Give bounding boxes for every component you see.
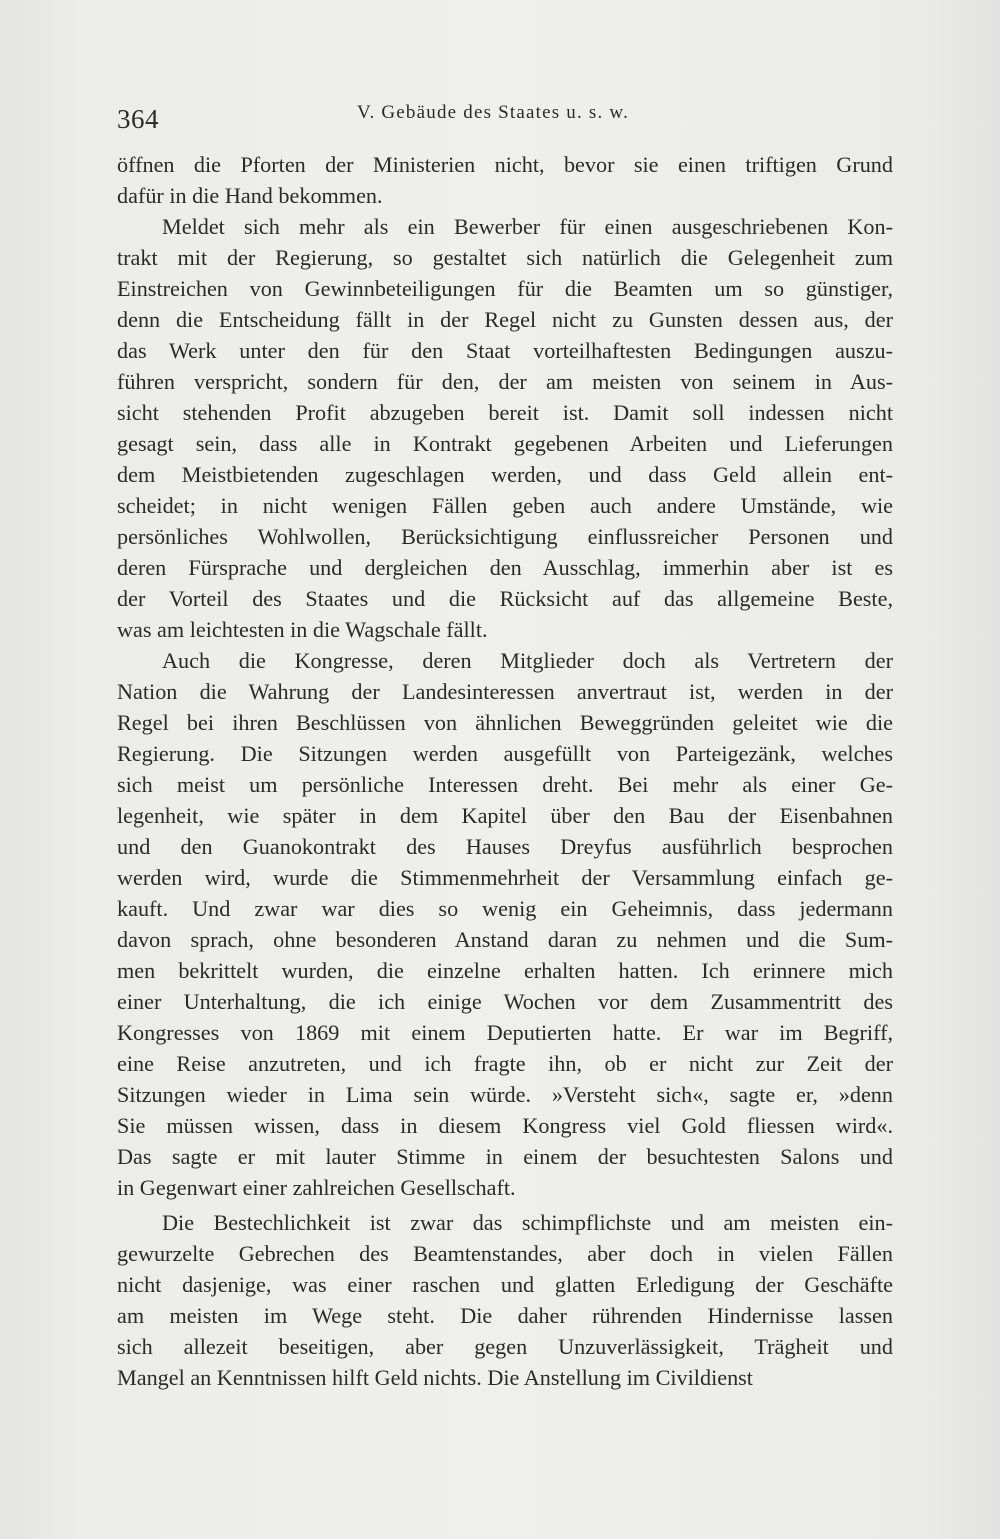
text-line: was am leichtesten in die Wagschale fällt. [117, 617, 488, 642]
text-line: in Gegenwart einer zahlreichen Gesellschaft. [117, 1175, 516, 1200]
text-line: gewurzelte Gebrechen des Beamtenstandes, aber doch in vielen Fällen [117, 1241, 893, 1266]
text-line: legenheit, wie später in dem Kapitel über den Bau der Eisenbahnen [117, 803, 893, 828]
text-line: men bekrittelt wurden, die einzelne erhalten hatten. Ich erinnere mich [117, 958, 893, 983]
paragraph [117, 645, 893, 1203]
text-line: und den Guanokontrakt des Hauses Dreyfus ausführlich besprochen [117, 834, 893, 859]
body-text [117, 149, 893, 1393]
text-line: sich allezeit beseitigen, aber gegen Unzuverlässigkeit, Trägheit und [117, 1334, 893, 1359]
running-head: V. Gebäude des Staates u. s. w. [357, 102, 630, 123]
text-line: Sitzungen wieder in Lima sein würde. »Versteht sich«, sagte er, »denn [117, 1082, 893, 1107]
paragraph [117, 211, 893, 645]
text-line: Nation die Wahrung der Landesinteressen anvertraut ist, werden in der [117, 679, 893, 704]
text-line: am meisten im Wege steht. Die daher rührenden Hindernisse lassen [117, 1303, 893, 1328]
text-line: davon sprach, ohne besonderen Anstand daran zu nehmen und die Sum- [117, 927, 893, 952]
text-line: gesagt sein, dass alle in Kontrakt gegebenen Arbeiten und Lieferungen [117, 431, 893, 456]
page-number: 364 [117, 104, 159, 134]
text-line: das Werk unter den für den Staat vorteilhaftesten Bedingungen auszu- [117, 338, 893, 363]
text-line: Sie müssen wissen, dass in diesem Kongress viel Gold fliessen wird«. [117, 1113, 893, 1138]
text-line: scheidet; in nicht wenigen Fällen geben auch andere Umstände, wie [117, 493, 893, 518]
text-line: Meldet sich mehr als ein Bewerber für einen ausgeschriebenen Kon- [162, 214, 893, 239]
text-line: einer Unterhaltung, die ich einige Wochen vor dem Zusammentritt des [117, 989, 893, 1014]
text-line: trakt mit der Regierung, so gestaltet sich natürlich die Gelegenheit zum [117, 245, 893, 270]
text-line: Die Bestechlichkeit ist zwar das schimpflichste und am meisten ein- [162, 1210, 893, 1235]
text-line: werden wird, wurde die Stimmenmehrheit der Versammlung einfach ge- [117, 865, 893, 890]
text-line: nicht dasjenige, was einer raschen und glatten Erledigung der Geschäfte [117, 1272, 893, 1297]
text-line: deren Fürsprache und dergleichen den Ausschlag, immerhin aber ist es [117, 555, 893, 580]
text-line: Regierung. Die Sitzungen werden ausgefüllt von Parteigezänk, welches [117, 741, 893, 766]
text-line: Einstreichen von Gewinnbeteiligungen für die Beamten um so günstiger, [117, 276, 893, 301]
text-line: persönliches Wohlwollen, Berücksichtigung einflussreicher Personen und [117, 524, 893, 549]
text-line: Mangel an Kenntnissen hilft Geld nichts. Die Anstellung im Civildienst [117, 1365, 753, 1390]
text-line: eine Reise anzutreten, und ich fragte ihn, ob er nicht zur Zeit der [117, 1051, 893, 1076]
text-line: Kongresses von 1869 mit einem Deputierten hatte. Er war im Begriff, [117, 1020, 893, 1045]
text-line: sich meist um persönliche Interessen dreht. Bei mehr als einer Ge- [117, 772, 893, 797]
text-line: dem Meistbietenden zugeschlagen werden, und dass Geld allein ent- [117, 462, 893, 487]
text-line: führen verspricht, sondern für den, der am meisten von seinem in Aus- [117, 369, 893, 394]
text-line: öffnen die Pforten der Ministerien nicht, bevor sie einen triftigen Grund [117, 152, 893, 177]
page-header [117, 98, 897, 138]
text-line: denn die Entscheidung fällt in der Regel nicht zu Gunsten dessen aus, der [117, 307, 893, 332]
text-line: dafür in die Hand bekommen. [117, 183, 383, 208]
text-line: der Vorteil des Staates und die Rücksicht auf das allgemeine Beste, [117, 586, 893, 611]
text-line: kauft. Und zwar war dies so wenig ein Geheimnis, dass jedermann [117, 896, 893, 921]
text-line: sicht stehenden Profit abzugeben bereit ist. Damit soll indessen nicht [117, 400, 893, 425]
paragraph [117, 149, 893, 211]
text-line: Auch die Kongresse, deren Mitglieder doch als Vertretern der [162, 648, 893, 673]
paragraph [117, 1207, 893, 1393]
text-line: Das sagte er mit lauter Stimme in einem der besuchtesten Salons und [117, 1144, 893, 1169]
text-line: Regel bei ihren Beschlüssen von ähnlichen Beweggründen geleitet wie die [117, 710, 893, 735]
